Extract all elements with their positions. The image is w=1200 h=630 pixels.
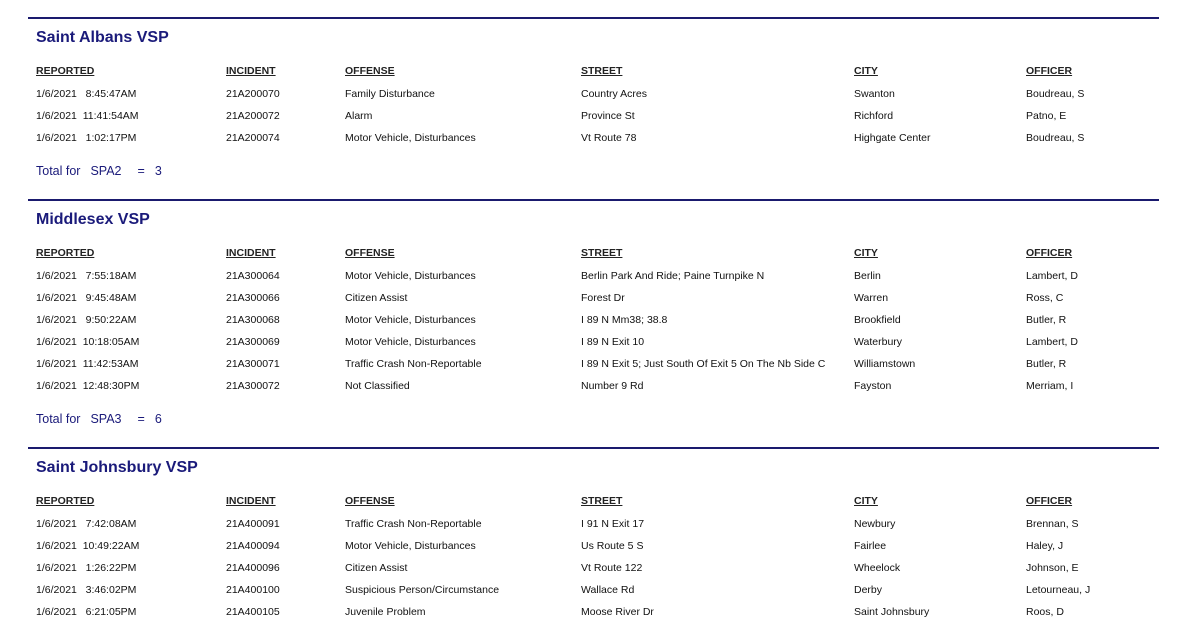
cell-offense: Motor Vehicle, Disturbances bbox=[345, 336, 476, 348]
cell-offense: Traffic Crash Non-Reportable bbox=[345, 358, 482, 370]
total-equals: = bbox=[137, 164, 145, 178]
cell-street: I 91 N Exit 17 bbox=[581, 518, 645, 530]
cell-reported: 1/6/2021 10:49:22AM bbox=[36, 540, 140, 552]
table-row bbox=[28, 270, 1159, 286]
cell-offense: Suspicious Person/Circumstance bbox=[345, 584, 500, 596]
column-header-officer: OFFICER bbox=[1026, 247, 1073, 259]
column-header-reported: REPORTED bbox=[36, 65, 95, 77]
cell-offense: Citizen Assist bbox=[345, 292, 408, 304]
cell-reported: 1/6/2021 3:46:02PM bbox=[36, 584, 137, 596]
section-title: Saint Albans VSP bbox=[36, 29, 169, 46]
cell-city: Williamstown bbox=[854, 358, 916, 370]
cell-street: I 89 N Exit 10 bbox=[581, 336, 645, 348]
cell-incident: 21A400096 bbox=[226, 562, 280, 574]
cell-street: I 89 N Exit 5; Just South Of Exit 5 On The Nb Side C bbox=[581, 358, 826, 370]
cell-street: Forest Dr bbox=[581, 292, 625, 304]
cell-city: Fayston bbox=[854, 380, 892, 392]
cell-reported: 1/6/2021 8:45:47AM bbox=[36, 88, 137, 100]
cell-officer: Lambert, D bbox=[1026, 336, 1078, 348]
cell-reported: 1/6/2021 7:55:18AM bbox=[36, 270, 137, 282]
cell-officer: Patno, E bbox=[1026, 110, 1067, 122]
cell-incident: 21A300071 bbox=[226, 358, 280, 370]
cell-reported: 1/6/2021 7:42:08AM bbox=[36, 518, 137, 530]
cell-city: Richford bbox=[854, 110, 894, 122]
table-row bbox=[28, 314, 1159, 330]
cell-offense: Family Disturbance bbox=[345, 88, 435, 100]
section-middlesex bbox=[28, 199, 1159, 444]
table-row bbox=[28, 584, 1159, 600]
cell-officer: Johnson, E bbox=[1026, 562, 1079, 574]
section-title: Saint Johnsbury VSP bbox=[36, 459, 198, 476]
section-saint-johnsbury bbox=[28, 447, 1159, 630]
cell-incident: 21A200072 bbox=[226, 110, 280, 122]
column-header-reported: REPORTED bbox=[36, 495, 95, 507]
cell-street: Country Acres bbox=[581, 88, 647, 100]
total-unit-code: SPA3 bbox=[90, 412, 122, 426]
table-row bbox=[28, 606, 1159, 622]
column-header-officer: OFFICER bbox=[1026, 495, 1073, 507]
cell-street: Moose River Dr bbox=[581, 606, 654, 618]
column-header-offense: OFFENSE bbox=[345, 495, 395, 507]
column-header-offense: OFFENSE bbox=[345, 65, 395, 77]
cell-city: Brookfield bbox=[854, 314, 901, 326]
cell-city: Saint Johnsbury bbox=[854, 606, 930, 618]
cell-street: Vt Route 78 bbox=[581, 132, 637, 144]
column-header-street: STREET bbox=[581, 247, 623, 259]
cell-street: Us Route 5 S bbox=[581, 540, 644, 552]
column-header-row bbox=[28, 495, 1159, 511]
cell-reported: 1/6/2021 1:02:17PM bbox=[36, 132, 137, 144]
cell-offense: Motor Vehicle, Disturbances bbox=[345, 314, 476, 326]
table-row bbox=[28, 518, 1159, 534]
cell-incident: 21A400091 bbox=[226, 518, 280, 530]
section-divider bbox=[28, 199, 1159, 201]
cell-offense: Traffic Crash Non-Reportable bbox=[345, 518, 482, 530]
cell-incident: 21A300072 bbox=[226, 380, 280, 392]
cell-reported: 1/6/2021 6:21:05PM bbox=[36, 606, 137, 618]
table-row bbox=[28, 540, 1159, 556]
cell-officer: Haley, J bbox=[1026, 540, 1064, 552]
section-divider bbox=[28, 17, 1159, 19]
cell-street: Province St bbox=[581, 110, 635, 122]
cell-incident: 21A400100 bbox=[226, 584, 280, 596]
total-equals: = bbox=[137, 412, 145, 426]
cell-reported: 1/6/2021 11:42:53AM bbox=[36, 358, 139, 370]
cell-officer: Ross, C bbox=[1026, 292, 1064, 304]
cell-reported: 1/6/2021 9:50:22AM bbox=[36, 314, 137, 326]
total-count: 6 bbox=[154, 412, 162, 426]
cell-officer: Butler, R bbox=[1026, 314, 1067, 326]
cell-officer: Brennan, S bbox=[1026, 518, 1079, 530]
cell-incident: 21A300064 bbox=[226, 270, 280, 282]
cell-street: Number 9 Rd bbox=[581, 380, 644, 392]
cell-city: Newbury bbox=[854, 518, 896, 530]
table-row bbox=[28, 292, 1159, 308]
table-row bbox=[28, 562, 1159, 578]
cell-street: Wallace Rd bbox=[581, 584, 635, 596]
table-row bbox=[28, 336, 1159, 352]
cell-city: Warren bbox=[854, 292, 889, 304]
cell-officer: Butler, R bbox=[1026, 358, 1067, 370]
cell-city: Highgate Center bbox=[854, 132, 931, 144]
cell-street: I 89 N Mm38; 38.8 bbox=[581, 314, 668, 326]
cell-street: Berlin Park And Ride; Paine Turnpike N bbox=[581, 270, 765, 282]
cell-incident: 21A400094 bbox=[226, 540, 280, 552]
cell-incident: 21A400105 bbox=[226, 606, 280, 618]
cell-offense: Alarm bbox=[345, 110, 373, 122]
cell-incident: 21A300068 bbox=[226, 314, 280, 326]
cell-offense: Motor Vehicle, Disturbances bbox=[345, 132, 476, 144]
cell-reported: 1/6/2021 12:48:30PM bbox=[36, 380, 140, 392]
cell-street: Vt Route 122 bbox=[581, 562, 643, 574]
column-header-incident: INCIDENT bbox=[226, 247, 276, 259]
cell-reported: 1/6/2021 10:18:05AM bbox=[36, 336, 140, 348]
section-saint-albans bbox=[28, 17, 1159, 187]
column-header-city: CITY bbox=[854, 495, 878, 507]
cell-city: Waterbury bbox=[854, 336, 903, 348]
cell-offense: Juvenile Problem bbox=[345, 606, 426, 618]
cell-city: Berlin bbox=[854, 270, 881, 282]
cell-offense: Motor Vehicle, Disturbances bbox=[345, 270, 476, 282]
table-row bbox=[28, 380, 1159, 396]
cell-city: Wheelock bbox=[854, 562, 901, 574]
total-unit-code: SPA2 bbox=[90, 164, 122, 178]
section-total bbox=[36, 164, 162, 178]
section-total bbox=[36, 412, 162, 426]
cell-officer: Boudreau, S bbox=[1026, 132, 1085, 144]
cell-reported: 1/6/2021 9:45:48AM bbox=[36, 292, 137, 304]
cell-incident: 21A200074 bbox=[226, 132, 280, 144]
cell-incident: 21A300069 bbox=[226, 336, 280, 348]
column-header-reported: REPORTED bbox=[36, 247, 95, 259]
table-row bbox=[28, 88, 1159, 104]
cell-offense: Motor Vehicle, Disturbances bbox=[345, 540, 476, 552]
table-row bbox=[28, 358, 1159, 374]
cell-incident: 21A300066 bbox=[226, 292, 280, 304]
section-divider bbox=[28, 447, 1159, 449]
column-header-incident: INCIDENT bbox=[226, 495, 276, 507]
cell-city: Derby bbox=[854, 584, 883, 596]
cell-city: Fairlee bbox=[854, 540, 887, 552]
cell-officer: Roos, D bbox=[1026, 606, 1064, 618]
table-row bbox=[28, 110, 1159, 126]
cell-officer: Boudreau, S bbox=[1026, 88, 1085, 100]
column-header-offense: OFFENSE bbox=[345, 247, 395, 259]
cell-offense: Citizen Assist bbox=[345, 562, 408, 574]
column-header-city: CITY bbox=[854, 65, 878, 77]
cell-officer: Merriam, I bbox=[1026, 380, 1074, 392]
cell-incident: 21A200070 bbox=[226, 88, 280, 100]
total-count: 3 bbox=[154, 164, 162, 178]
cell-city: Swanton bbox=[854, 88, 895, 100]
column-header-row bbox=[28, 247, 1159, 263]
cell-reported: 1/6/2021 1:26:22PM bbox=[36, 562, 137, 574]
cell-reported: 1/6/2021 11:41:54AM bbox=[36, 110, 139, 122]
cell-officer: Lambert, D bbox=[1026, 270, 1078, 282]
column-header-row bbox=[28, 65, 1159, 81]
total-label: Total for bbox=[36, 164, 81, 178]
table-row bbox=[28, 132, 1159, 148]
cell-offense: Not Classified bbox=[345, 380, 410, 392]
column-header-street: STREET bbox=[581, 65, 623, 77]
column-header-city: CITY bbox=[854, 247, 878, 259]
cell-officer: Letourneau, J bbox=[1026, 584, 1091, 596]
column-header-street: STREET bbox=[581, 495, 623, 507]
section-title: Middlesex VSP bbox=[36, 211, 150, 228]
column-header-officer: OFFICER bbox=[1026, 65, 1073, 77]
total-label: Total for bbox=[36, 412, 81, 426]
column-header-incident: INCIDENT bbox=[226, 65, 276, 77]
